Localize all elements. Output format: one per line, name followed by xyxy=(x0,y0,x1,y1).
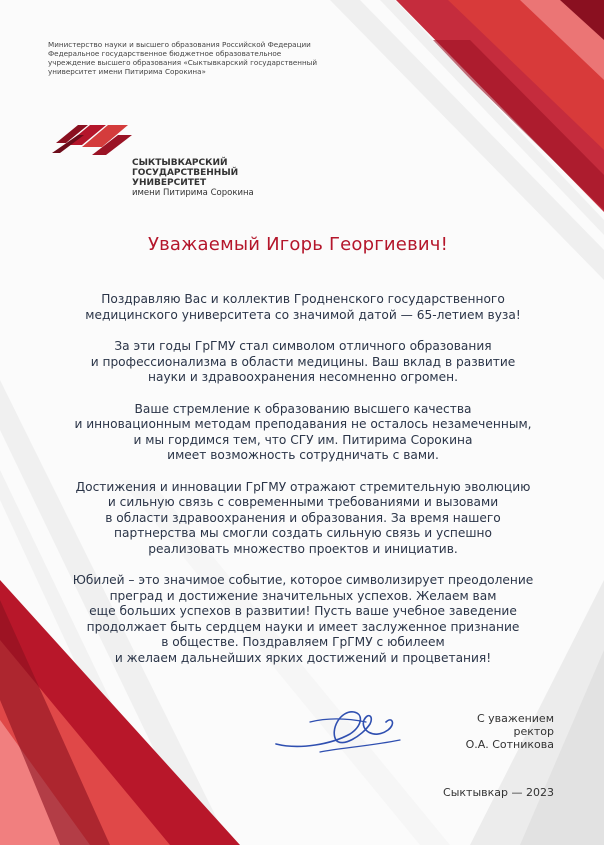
university-logo-icon xyxy=(48,113,138,163)
text-line: в области здравоохранения и образования. За время нашего xyxy=(105,510,501,525)
text-line: и мы гордимся тем, что СГУ им. Питирима Сорокина xyxy=(133,432,473,447)
university-name-subline: имени Питирима Сорокина xyxy=(132,188,254,198)
signature xyxy=(270,700,410,760)
paragraph xyxy=(20,292,586,323)
signer-name: О.А. Сотникова xyxy=(465,738,554,751)
text-line: За эти годы ГрГМУ стал символом отличного образования xyxy=(114,339,492,353)
header-line: Федеральное государственное бюджетное образовательное xyxy=(48,49,282,58)
paragraph xyxy=(20,402,586,464)
header-line: учреждение высшего образования «Сыктывкарский государственный xyxy=(48,58,317,67)
letter-body xyxy=(20,292,586,682)
text-line: партнерства мы смогли создать сильную связь и успешно xyxy=(114,526,492,540)
university-name-line: УНИВЕРСИТЕТ xyxy=(132,178,207,188)
text-line: и профессионализма в области медицины. Ваш вклад в развитие xyxy=(90,354,516,369)
closing-block xyxy=(466,712,554,751)
text-line: Юбилей – это значимое событие, которое символизирует преодоление xyxy=(72,573,534,587)
paragraph xyxy=(20,573,586,666)
text-line: и желаем дальнейших ярких достижений и процветания! xyxy=(114,650,492,665)
text-line: продолжает быть сердцем науки и имеет заслуженное признание xyxy=(86,619,520,634)
closing-line: ректор xyxy=(513,725,554,738)
university-name-line: СЫКТЫВКАРСКИЙ xyxy=(132,158,228,168)
paragraph xyxy=(20,480,586,558)
ministry-header xyxy=(48,40,368,76)
header-line: университет имени Питирима Сорокина» xyxy=(48,67,206,76)
university-name xyxy=(132,158,254,198)
text-line: еще больших успехов в развитии! Пусть ваше учебное заведение xyxy=(89,604,517,618)
salutation: Уважаемый Игорь Георгиевич! xyxy=(147,234,449,255)
university-name-line: ГОСУДАРСТВЕННЫЙ xyxy=(132,168,239,178)
text-line: Поздравляю Вас и коллектив Гродненского государственного xyxy=(101,292,505,306)
text-line: и инновационным методам преподавания не осталось незамеченным, xyxy=(74,417,532,431)
text-line: науки и здравоохранения несомненно огромен. xyxy=(148,370,458,384)
text-line: реализовать множество проектов и инициатив. xyxy=(148,541,458,556)
text-line: в обществе. Поздравляем ГрГМУ с юбилеем xyxy=(161,635,445,649)
closing-line: С уважением xyxy=(477,712,554,725)
text-line: Достижения и инновации ГрГМУ отражают стремительную эволюцию xyxy=(75,479,531,494)
text-line: Ваше стремление к образованию высшего качества xyxy=(134,401,472,416)
city-year: Сыктывкар — 2023 xyxy=(443,786,554,799)
text-line: имеет возможность сотрудничать с вами. xyxy=(167,448,439,462)
text-line: преград и достижение значительных успехов. Желаем вам xyxy=(109,588,497,603)
paragraph xyxy=(20,339,586,386)
header-line: Министерство науки и высшего образования Российской Федерации xyxy=(48,40,311,49)
text-line: медицинского университета со значимой датой — 65-летием вуза! xyxy=(85,307,521,322)
text-line: и сильную связь с современными требованиями и вызовами xyxy=(107,495,499,509)
